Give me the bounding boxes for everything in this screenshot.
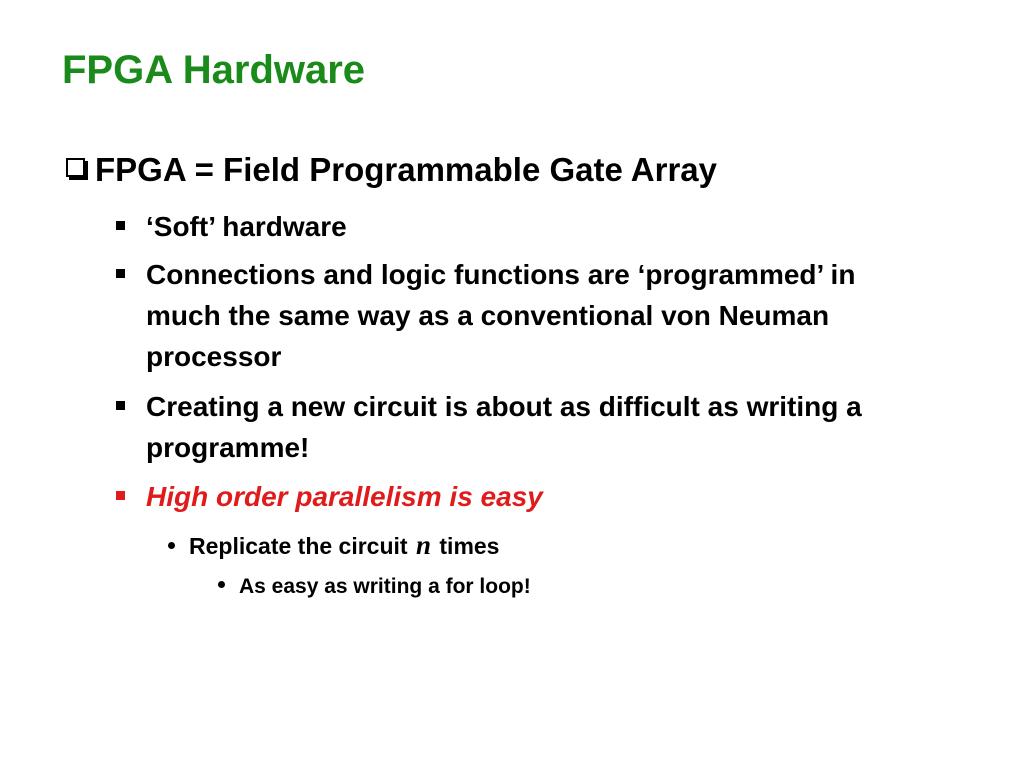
main-bullet-text: FPGA = Field Programmable Gate Array: [95, 151, 718, 188]
sub-sub-bullet-for-loop: [218, 572, 531, 602]
sub-bullet-replicate: [168, 528, 499, 563]
sub-sub-bullet-text: As easy as writing a for loop!: [239, 575, 531, 598]
bullet-creating-circuit: [116, 386, 896, 468]
bullet-parallelism: [116, 476, 896, 517]
hollow-square-bullet-icon: [66, 158, 85, 177]
slide-title: FPGA Hardware: [62, 48, 366, 92]
sub-bullet-text-before: Replicate the circuit: [189, 533, 408, 559]
variable-n: n: [415, 530, 431, 560]
main-bullet: [64, 150, 717, 190]
round-dot-bullet-icon: [218, 581, 225, 588]
bullet-text: Connections and logic functions are ‘programmed’ in much the same way as a conventional von Neuman processor: [146, 259, 856, 372]
sub-bullet-text-after: times: [439, 533, 500, 559]
bullet-text: ‘Soft’ hardware: [146, 211, 347, 242]
filled-square-bullet-icon: [116, 269, 125, 278]
bullet-connections: [116, 254, 896, 377]
filled-square-bullet-icon: [116, 221, 125, 230]
bullet-text: High order parallelism is easy: [146, 481, 543, 512]
filled-square-bullet-icon: [116, 401, 125, 410]
filled-square-bullet-icon: [116, 491, 125, 500]
round-dot-bullet-icon: [168, 542, 175, 549]
bullet-soft-hardware: [116, 206, 896, 247]
bullet-text: Creating a new circuit is about as difficult as writing a programme!: [146, 391, 862, 463]
